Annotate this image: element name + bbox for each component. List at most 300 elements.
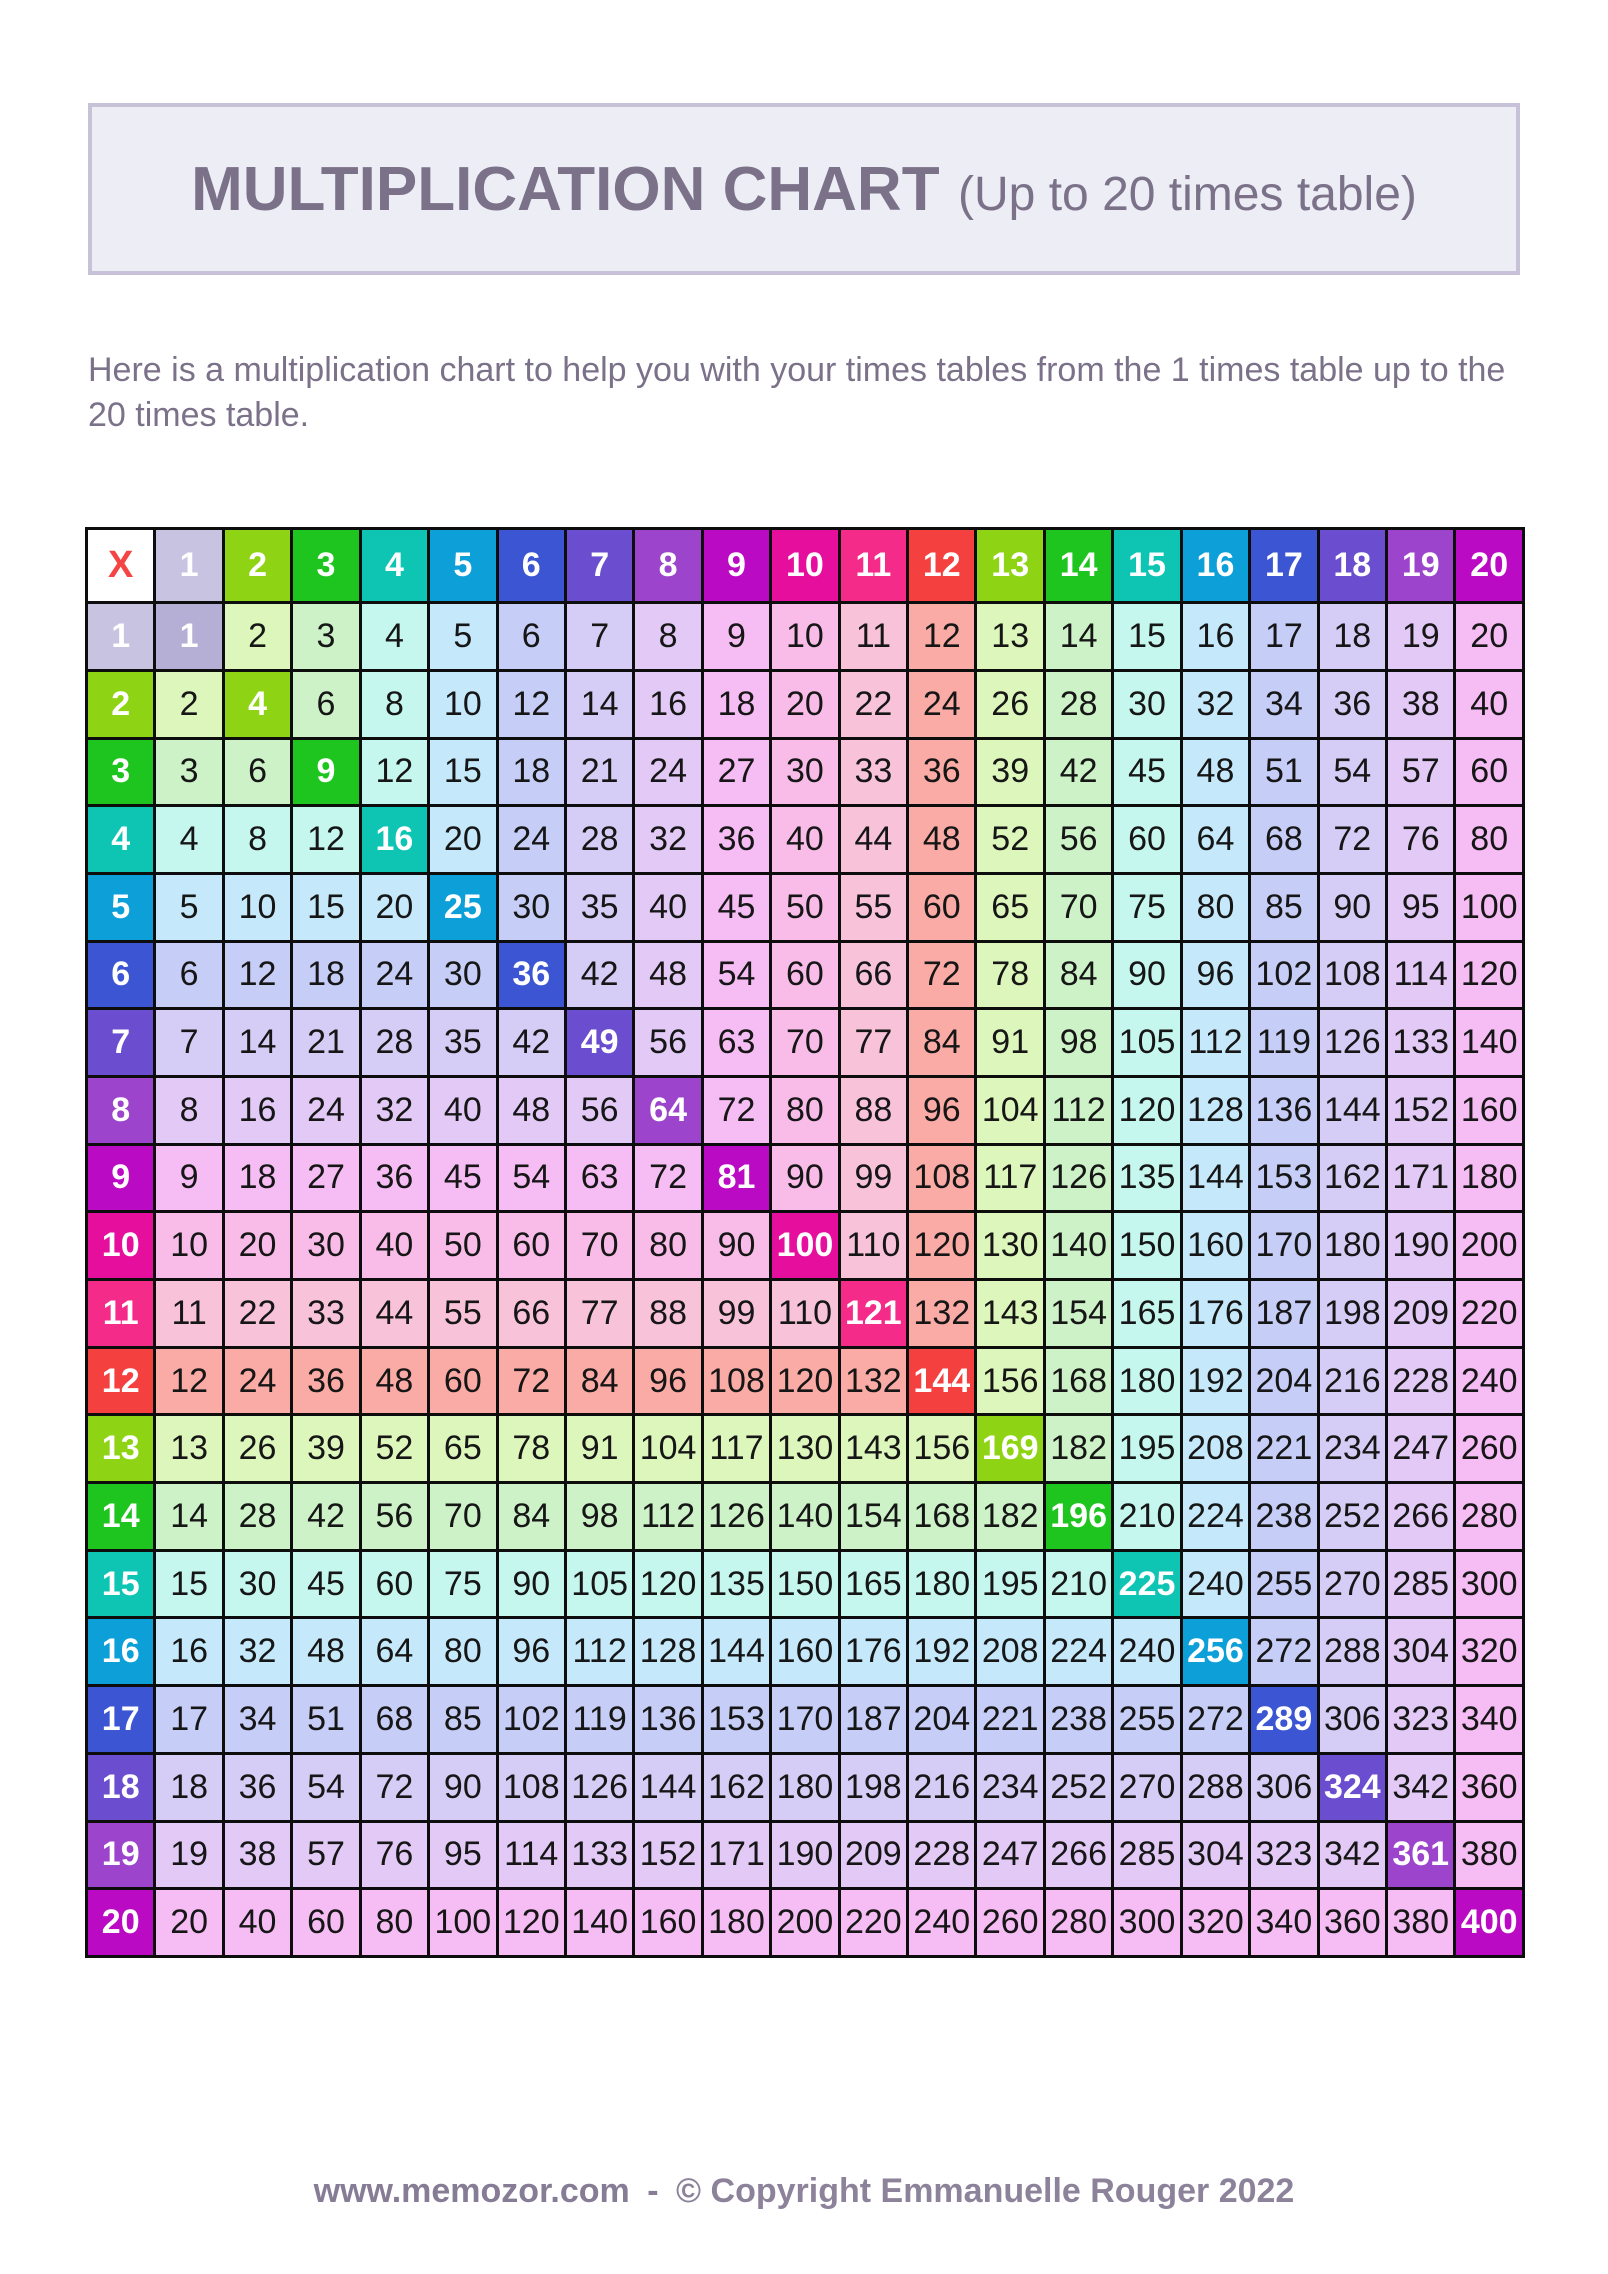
cell-4x14: 56 bbox=[1044, 806, 1112, 874]
cell-12x1: 12 bbox=[155, 1347, 223, 1415]
cell-9x7: 63 bbox=[565, 1144, 633, 1212]
cell-6x5: 30 bbox=[429, 941, 497, 1009]
row-header-20: 20 bbox=[87, 1889, 155, 1957]
cell-4x3: 12 bbox=[292, 806, 360, 874]
cell-5x2: 10 bbox=[223, 873, 291, 941]
cell-5x10: 50 bbox=[771, 873, 839, 941]
cell-17x18: 306 bbox=[1318, 1686, 1386, 1754]
cell-5x11: 55 bbox=[839, 873, 907, 941]
cell-16x10: 160 bbox=[771, 1618, 839, 1686]
cell-2x12: 24 bbox=[908, 670, 976, 738]
row-header-9: 9 bbox=[87, 1144, 155, 1212]
cell-16x11: 176 bbox=[839, 1618, 907, 1686]
cell-16x8: 128 bbox=[634, 1618, 702, 1686]
column-header-2: 2 bbox=[223, 529, 291, 603]
cell-18x10: 180 bbox=[771, 1753, 839, 1821]
cell-12x5: 60 bbox=[429, 1347, 497, 1415]
cell-7x18: 126 bbox=[1318, 1009, 1386, 1077]
cell-13x19: 247 bbox=[1387, 1415, 1455, 1483]
cell-8x7: 56 bbox=[565, 1076, 633, 1144]
cell-20x16: 320 bbox=[1181, 1889, 1249, 1957]
cell-10x6: 60 bbox=[497, 1212, 565, 1280]
cell-13x9: 117 bbox=[702, 1415, 770, 1483]
row-header-5: 5 bbox=[87, 873, 155, 941]
cell-17x4: 68 bbox=[360, 1686, 428, 1754]
cell-15x16: 240 bbox=[1181, 1550, 1249, 1618]
cell-13x15: 195 bbox=[1113, 1415, 1181, 1483]
cell-16x20: 320 bbox=[1455, 1618, 1524, 1686]
cell-14x5: 70 bbox=[429, 1483, 497, 1551]
cell-10x19: 190 bbox=[1387, 1212, 1455, 1280]
cell-15x9: 135 bbox=[702, 1550, 770, 1618]
table-row-14 bbox=[87, 1483, 1524, 1551]
cell-6x2: 12 bbox=[223, 941, 291, 1009]
cell-10x12: 120 bbox=[908, 1212, 976, 1280]
row-header-3: 3 bbox=[87, 738, 155, 806]
cell-16x19: 304 bbox=[1387, 1618, 1455, 1686]
cell-1x18: 18 bbox=[1318, 603, 1386, 671]
cell-13x11: 143 bbox=[839, 1415, 907, 1483]
cell-13x1: 13 bbox=[155, 1415, 223, 1483]
cell-19x8: 152 bbox=[634, 1821, 702, 1889]
cell-1x19: 19 bbox=[1387, 603, 1455, 671]
cell-14x15: 210 bbox=[1113, 1483, 1181, 1551]
cell-13x8: 104 bbox=[634, 1415, 702, 1483]
cell-7x6: 42 bbox=[497, 1009, 565, 1077]
cell-15x4: 60 bbox=[360, 1550, 428, 1618]
cell-13x20: 260 bbox=[1455, 1415, 1524, 1483]
cell-7x2: 14 bbox=[223, 1009, 291, 1077]
cell-6x4: 24 bbox=[360, 941, 428, 1009]
cell-2x15: 30 bbox=[1113, 670, 1181, 738]
cell-16x2: 32 bbox=[223, 1618, 291, 1686]
cell-3x11: 33 bbox=[839, 738, 907, 806]
table-row-15 bbox=[87, 1550, 1524, 1618]
cell-14x6: 84 bbox=[497, 1483, 565, 1551]
cell-12x16: 192 bbox=[1181, 1347, 1249, 1415]
cell-9x5: 45 bbox=[429, 1144, 497, 1212]
column-header-5: 5 bbox=[429, 529, 497, 603]
cell-1x1: 1 bbox=[155, 603, 223, 671]
cell-11x14: 154 bbox=[1044, 1280, 1112, 1348]
cell-16x9: 144 bbox=[702, 1618, 770, 1686]
cell-11x17: 187 bbox=[1250, 1280, 1318, 1348]
cell-13x18: 234 bbox=[1318, 1415, 1386, 1483]
cell-13x17: 221 bbox=[1250, 1415, 1318, 1483]
cell-7x16: 112 bbox=[1181, 1009, 1249, 1077]
cell-2x2: 4 bbox=[223, 670, 291, 738]
cell-19x20: 380 bbox=[1455, 1821, 1524, 1889]
title-subtitle: (Up to 20 times table) bbox=[958, 167, 1417, 221]
cell-6x19: 114 bbox=[1387, 941, 1455, 1009]
cell-13x12: 156 bbox=[908, 1415, 976, 1483]
cell-3x14: 42 bbox=[1044, 738, 1112, 806]
cell-9x17: 153 bbox=[1250, 1144, 1318, 1212]
cell-16x16: 256 bbox=[1181, 1618, 1249, 1686]
cell-4x4: 16 bbox=[360, 806, 428, 874]
cell-18x8: 144 bbox=[634, 1753, 702, 1821]
cell-8x18: 144 bbox=[1318, 1076, 1386, 1144]
cell-20x2: 40 bbox=[223, 1889, 291, 1957]
cell-20x7: 140 bbox=[565, 1889, 633, 1957]
column-header-9: 9 bbox=[702, 529, 770, 603]
cell-6x17: 102 bbox=[1250, 941, 1318, 1009]
table-header-row bbox=[87, 529, 1524, 603]
cell-2x6: 12 bbox=[497, 670, 565, 738]
cell-9x15: 135 bbox=[1113, 1144, 1181, 1212]
cell-11x7: 77 bbox=[565, 1280, 633, 1348]
page-title bbox=[191, 154, 1417, 225]
cell-16x3: 48 bbox=[292, 1618, 360, 1686]
cell-9x12: 108 bbox=[908, 1144, 976, 1212]
cell-14x3: 42 bbox=[292, 1483, 360, 1551]
cell-4x12: 48 bbox=[908, 806, 976, 874]
cell-7x12: 84 bbox=[908, 1009, 976, 1077]
column-header-14: 14 bbox=[1044, 529, 1112, 603]
cell-8x4: 32 bbox=[360, 1076, 428, 1144]
cell-10x13: 130 bbox=[976, 1212, 1044, 1280]
cell-9x10: 90 bbox=[771, 1144, 839, 1212]
cell-2x4: 8 bbox=[360, 670, 428, 738]
cell-13x7: 91 bbox=[565, 1415, 633, 1483]
cell-16x14: 224 bbox=[1044, 1618, 1112, 1686]
cell-8x1: 8 bbox=[155, 1076, 223, 1144]
cell-4x11: 44 bbox=[839, 806, 907, 874]
cell-6x13: 78 bbox=[976, 941, 1044, 1009]
cell-18x3: 54 bbox=[292, 1753, 360, 1821]
column-header-18: 18 bbox=[1318, 529, 1386, 603]
cell-2x13: 26 bbox=[976, 670, 1044, 738]
cell-8x9: 72 bbox=[702, 1076, 770, 1144]
footer-separator: - bbox=[647, 2172, 659, 2210]
cell-5x6: 30 bbox=[497, 873, 565, 941]
cell-12x20: 240 bbox=[1455, 1347, 1524, 1415]
cell-8x10: 80 bbox=[771, 1076, 839, 1144]
cell-9x3: 27 bbox=[292, 1144, 360, 1212]
table-row-12 bbox=[87, 1347, 1524, 1415]
cell-13x2: 26 bbox=[223, 1415, 291, 1483]
cell-13x5: 65 bbox=[429, 1415, 497, 1483]
cell-20x1: 20 bbox=[155, 1889, 223, 1957]
cell-1x11: 11 bbox=[839, 603, 907, 671]
cell-19x12: 228 bbox=[908, 1821, 976, 1889]
row-header-12: 12 bbox=[87, 1347, 155, 1415]
cell-4x15: 60 bbox=[1113, 806, 1181, 874]
cell-16x1: 16 bbox=[155, 1618, 223, 1686]
cell-5x12: 60 bbox=[908, 873, 976, 941]
cell-13x4: 52 bbox=[360, 1415, 428, 1483]
cell-20x19: 380 bbox=[1387, 1889, 1455, 1957]
column-header-20: 20 bbox=[1455, 529, 1524, 603]
intro-text: Here is a multiplication chart to help you with your times tables from the 1 times table up to the 20 times table. bbox=[88, 351, 1506, 434]
cell-3x1: 3 bbox=[155, 738, 223, 806]
cell-20x11: 220 bbox=[839, 1889, 907, 1957]
cell-10x11: 110 bbox=[839, 1212, 907, 1280]
row-header-19: 19 bbox=[87, 1821, 155, 1889]
column-header-3: 3 bbox=[292, 529, 360, 603]
cell-13x6: 78 bbox=[497, 1415, 565, 1483]
footer-site-link[interactable]: www.memozor.com bbox=[313, 2172, 630, 2210]
cell-11x5: 55 bbox=[429, 1280, 497, 1348]
cell-18x16: 288 bbox=[1181, 1753, 1249, 1821]
row-header-14: 14 bbox=[87, 1483, 155, 1551]
cell-2x16: 32 bbox=[1181, 670, 1249, 738]
cell-6x8: 48 bbox=[634, 941, 702, 1009]
title-main: MULTIPLICATION CHART bbox=[191, 154, 940, 224]
cell-14x18: 252 bbox=[1318, 1483, 1386, 1551]
cell-5x4: 20 bbox=[360, 873, 428, 941]
cell-7x7: 49 bbox=[565, 1009, 633, 1077]
cell-6x10: 60 bbox=[771, 941, 839, 1009]
cell-16x7: 112 bbox=[565, 1618, 633, 1686]
cell-12x2: 24 bbox=[223, 1347, 291, 1415]
cell-18x12: 216 bbox=[908, 1753, 976, 1821]
cell-14x10: 140 bbox=[771, 1483, 839, 1551]
cell-2x9: 18 bbox=[702, 670, 770, 738]
cell-10x10: 100 bbox=[771, 1212, 839, 1280]
cell-11x16: 176 bbox=[1181, 1280, 1249, 1348]
cell-12x6: 72 bbox=[497, 1347, 565, 1415]
table-row-19 bbox=[87, 1821, 1524, 1889]
multiplication-table bbox=[85, 527, 1525, 1958]
cell-17x12: 204 bbox=[908, 1686, 976, 1754]
cell-15x15: 225 bbox=[1113, 1550, 1181, 1618]
cell-15x13: 195 bbox=[976, 1550, 1044, 1618]
cell-15x14: 210 bbox=[1044, 1550, 1112, 1618]
cell-20x15: 300 bbox=[1113, 1889, 1181, 1957]
cell-14x14: 196 bbox=[1044, 1483, 1112, 1551]
cell-16x4: 64 bbox=[360, 1618, 428, 1686]
cell-14x2: 28 bbox=[223, 1483, 291, 1551]
cell-4x5: 20 bbox=[429, 806, 497, 874]
cell-5x9: 45 bbox=[702, 873, 770, 941]
cell-7x13: 91 bbox=[976, 1009, 1044, 1077]
cell-17x10: 170 bbox=[771, 1686, 839, 1754]
cell-7x8: 56 bbox=[634, 1009, 702, 1077]
cell-10x2: 20 bbox=[223, 1212, 291, 1280]
cell-9x18: 162 bbox=[1318, 1144, 1386, 1212]
cell-19x19: 361 bbox=[1387, 1821, 1455, 1889]
cell-6x12: 72 bbox=[908, 941, 976, 1009]
cell-4x2: 8 bbox=[223, 806, 291, 874]
cell-18x17: 306 bbox=[1250, 1753, 1318, 1821]
cell-12x8: 96 bbox=[634, 1347, 702, 1415]
cell-17x9: 153 bbox=[702, 1686, 770, 1754]
cell-19x2: 38 bbox=[223, 1821, 291, 1889]
cell-6x7: 42 bbox=[565, 941, 633, 1009]
cell-20x12: 240 bbox=[908, 1889, 976, 1957]
cell-17x1: 17 bbox=[155, 1686, 223, 1754]
cell-11x3: 33 bbox=[292, 1280, 360, 1348]
cell-11x4: 44 bbox=[360, 1280, 428, 1348]
cell-3x19: 57 bbox=[1387, 738, 1455, 806]
cell-20x5: 100 bbox=[429, 1889, 497, 1957]
cell-2x18: 36 bbox=[1318, 670, 1386, 738]
cell-20x10: 200 bbox=[771, 1889, 839, 1957]
table-row-1 bbox=[87, 603, 1524, 671]
cell-8x12: 96 bbox=[908, 1076, 976, 1144]
cell-9x6: 54 bbox=[497, 1144, 565, 1212]
cell-8x13: 104 bbox=[976, 1076, 1044, 1144]
cell-5x19: 95 bbox=[1387, 873, 1455, 941]
cell-5x17: 85 bbox=[1250, 873, 1318, 941]
cell-17x20: 340 bbox=[1455, 1686, 1524, 1754]
cell-11x13: 143 bbox=[976, 1280, 1044, 1348]
cell-19x1: 19 bbox=[155, 1821, 223, 1889]
cell-18x19: 342 bbox=[1387, 1753, 1455, 1821]
cell-8x11: 88 bbox=[839, 1076, 907, 1144]
cell-10x4: 40 bbox=[360, 1212, 428, 1280]
cell-18x4: 72 bbox=[360, 1753, 428, 1821]
column-header-7: 7 bbox=[565, 529, 633, 603]
cell-18x5: 90 bbox=[429, 1753, 497, 1821]
table-row-9 bbox=[87, 1144, 1524, 1212]
cell-9x13: 117 bbox=[976, 1144, 1044, 1212]
cell-12x12: 144 bbox=[908, 1347, 976, 1415]
cell-7x5: 35 bbox=[429, 1009, 497, 1077]
cell-4x1: 4 bbox=[155, 806, 223, 874]
cell-6x16: 96 bbox=[1181, 941, 1249, 1009]
cell-11x12: 132 bbox=[908, 1280, 976, 1348]
cell-10x5: 50 bbox=[429, 1212, 497, 1280]
cell-1x4: 4 bbox=[360, 603, 428, 671]
cell-4x8: 32 bbox=[634, 806, 702, 874]
cell-1x17: 17 bbox=[1250, 603, 1318, 671]
cell-10x8: 80 bbox=[634, 1212, 702, 1280]
cell-20x6: 120 bbox=[497, 1889, 565, 1957]
cell-18x14: 252 bbox=[1044, 1753, 1112, 1821]
table-row-10 bbox=[87, 1212, 1524, 1280]
cell-7x9: 63 bbox=[702, 1009, 770, 1077]
cell-13x3: 39 bbox=[292, 1415, 360, 1483]
table-row-11 bbox=[87, 1280, 1524, 1348]
table-row-16 bbox=[87, 1618, 1524, 1686]
column-header-12: 12 bbox=[908, 529, 976, 603]
cell-2x14: 28 bbox=[1044, 670, 1112, 738]
cell-1x10: 10 bbox=[771, 603, 839, 671]
cell-1x9: 9 bbox=[702, 603, 770, 671]
cell-6x20: 120 bbox=[1455, 941, 1524, 1009]
cell-19x11: 209 bbox=[839, 1821, 907, 1889]
cell-4x17: 68 bbox=[1250, 806, 1318, 874]
column-header-4: 4 bbox=[360, 529, 428, 603]
cell-14x8: 112 bbox=[634, 1483, 702, 1551]
cell-3x7: 21 bbox=[565, 738, 633, 806]
title-box bbox=[88, 103, 1520, 275]
cell-17x16: 272 bbox=[1181, 1686, 1249, 1754]
cell-19x9: 171 bbox=[702, 1821, 770, 1889]
column-header-17: 17 bbox=[1250, 529, 1318, 603]
cell-18x1: 18 bbox=[155, 1753, 223, 1821]
cell-5x5: 25 bbox=[429, 873, 497, 941]
row-header-16: 16 bbox=[87, 1618, 155, 1686]
row-header-7: 7 bbox=[87, 1009, 155, 1077]
column-header-8: 8 bbox=[634, 529, 702, 603]
cell-15x7: 105 bbox=[565, 1550, 633, 1618]
cell-5x15: 75 bbox=[1113, 873, 1181, 941]
cell-19x3: 57 bbox=[292, 1821, 360, 1889]
cell-9x16: 144 bbox=[1181, 1144, 1249, 1212]
row-header-13: 13 bbox=[87, 1415, 155, 1483]
row-header-6: 6 bbox=[87, 941, 155, 1009]
table-row-13 bbox=[87, 1415, 1524, 1483]
column-header-10: 10 bbox=[771, 529, 839, 603]
table-row-8 bbox=[87, 1076, 1524, 1144]
cell-8x3: 24 bbox=[292, 1076, 360, 1144]
cell-10x15: 150 bbox=[1113, 1212, 1181, 1280]
cell-8x8: 64 bbox=[634, 1076, 702, 1144]
cell-11x9: 99 bbox=[702, 1280, 770, 1348]
cell-14x19: 266 bbox=[1387, 1483, 1455, 1551]
table-row-7 bbox=[87, 1009, 1524, 1077]
cell-3x15: 45 bbox=[1113, 738, 1181, 806]
cell-2x3: 6 bbox=[292, 670, 360, 738]
cell-20x17: 340 bbox=[1250, 1889, 1318, 1957]
cell-12x13: 156 bbox=[976, 1347, 1044, 1415]
cell-9x14: 126 bbox=[1044, 1144, 1112, 1212]
cell-17x14: 238 bbox=[1044, 1686, 1112, 1754]
cell-7x14: 98 bbox=[1044, 1009, 1112, 1077]
table-row-4 bbox=[87, 806, 1524, 874]
cell-12x19: 228 bbox=[1387, 1347, 1455, 1415]
cell-1x3: 3 bbox=[292, 603, 360, 671]
cell-15x17: 255 bbox=[1250, 1550, 1318, 1618]
cell-17x3: 51 bbox=[292, 1686, 360, 1754]
column-header-11: 11 bbox=[839, 529, 907, 603]
cell-7x1: 7 bbox=[155, 1009, 223, 1077]
cell-8x16: 128 bbox=[1181, 1076, 1249, 1144]
cell-4x13: 52 bbox=[976, 806, 1044, 874]
column-header-16: 16 bbox=[1181, 529, 1249, 603]
cell-5x8: 40 bbox=[634, 873, 702, 941]
cell-10x14: 140 bbox=[1044, 1212, 1112, 1280]
cell-1x13: 13 bbox=[976, 603, 1044, 671]
table-row-6 bbox=[87, 941, 1524, 1009]
cell-10x18: 180 bbox=[1318, 1212, 1386, 1280]
cell-1x8: 8 bbox=[634, 603, 702, 671]
row-header-17: 17 bbox=[87, 1686, 155, 1754]
cell-17x6: 102 bbox=[497, 1686, 565, 1754]
cell-13x10: 130 bbox=[771, 1415, 839, 1483]
cell-7x20: 140 bbox=[1455, 1009, 1524, 1077]
cell-2x17: 34 bbox=[1250, 670, 1318, 738]
cell-14x16: 224 bbox=[1181, 1483, 1249, 1551]
cell-18x7: 126 bbox=[565, 1753, 633, 1821]
cell-9x1: 9 bbox=[155, 1144, 223, 1212]
cell-17x8: 136 bbox=[634, 1686, 702, 1754]
cell-4x16: 64 bbox=[1181, 806, 1249, 874]
cell-18x11: 198 bbox=[839, 1753, 907, 1821]
cell-11x10: 110 bbox=[771, 1280, 839, 1348]
cell-14x1: 14 bbox=[155, 1483, 223, 1551]
cell-1x6: 6 bbox=[497, 603, 565, 671]
cell-11x2: 22 bbox=[223, 1280, 291, 1348]
cell-17x13: 221 bbox=[976, 1686, 1044, 1754]
cell-4x19: 76 bbox=[1387, 806, 1455, 874]
cell-3x16: 48 bbox=[1181, 738, 1249, 806]
cell-20x13: 260 bbox=[976, 1889, 1044, 1957]
cell-15x3: 45 bbox=[292, 1550, 360, 1618]
cell-3x20: 60 bbox=[1455, 738, 1524, 806]
cell-8x14: 112 bbox=[1044, 1076, 1112, 1144]
cell-3x9: 27 bbox=[702, 738, 770, 806]
cell-9x4: 36 bbox=[360, 1144, 428, 1212]
cell-16x17: 272 bbox=[1250, 1618, 1318, 1686]
cell-17x2: 34 bbox=[223, 1686, 291, 1754]
cell-4x18: 72 bbox=[1318, 806, 1386, 874]
cell-10x1: 10 bbox=[155, 1212, 223, 1280]
cell-19x5: 95 bbox=[429, 1821, 497, 1889]
